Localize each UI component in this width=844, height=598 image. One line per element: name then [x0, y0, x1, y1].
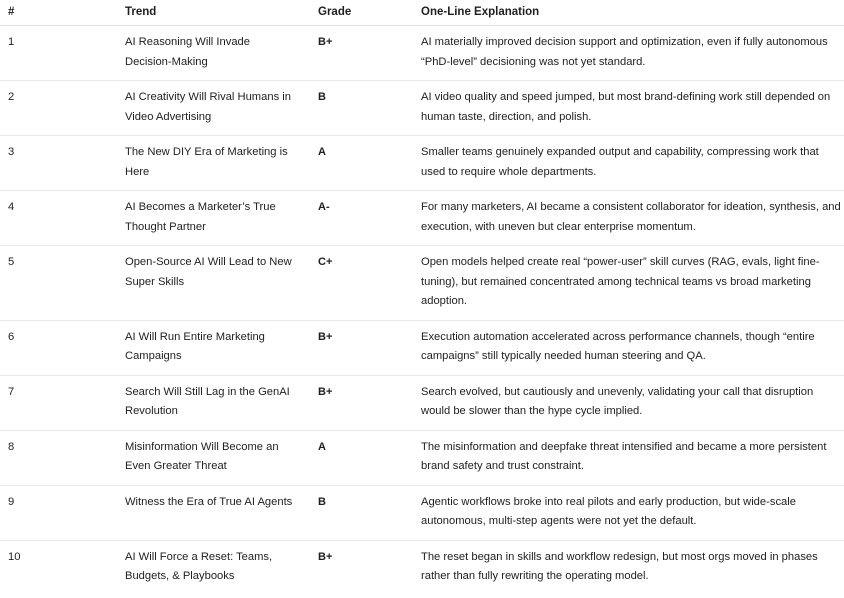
row-number: 2: [0, 81, 117, 136]
row-explanation: The reset began in skills and workflow redesign, but most orgs moved in phases rather than fully rewriting the operating model.: [421, 550, 818, 582]
table-row: [0, 485, 844, 540]
row-trend: AI Will Force a Reset: Teams, Budgets, & Playbooks: [125, 550, 273, 582]
row-explanation: The misinformation and deepfake threat intensified and became a more persistent brand safety and trust constraint.: [413, 430, 844, 485]
row-explanation: Smaller teams genuinely expanded output and capability, compressing work that used to require whole departments.: [413, 136, 844, 191]
header-row: [0, 0, 844, 26]
row-trend: Witness the Era of True AI Agents: [117, 485, 310, 540]
row-grade: B+: [318, 550, 333, 563]
table-row: [0, 191, 844, 246]
table-row: [0, 540, 844, 595]
row-grade: B: [310, 81, 413, 136]
row-trend: AI Becomes a Marketer’s True Thought Partner: [117, 191, 310, 246]
row-grade: A-: [310, 191, 413, 246]
row-grade: B+: [310, 320, 413, 375]
table-row: [0, 320, 844, 375]
row-explanation: Agentic workflows broke into real pilots and early production, but wide-scale autonomous, multi-step agents were not yet the default.: [413, 485, 844, 540]
row-trend: Misinformation Will Become an Even Greater Threat: [117, 430, 310, 485]
row-trend: Open-Source AI Will Lead to New Super Skills: [117, 246, 310, 321]
row-number: 9: [0, 485, 117, 540]
row-number: 8: [0, 430, 117, 485]
table-row: [0, 375, 844, 430]
row-number: 6: [0, 320, 117, 375]
row-trend: AI Reasoning Will Invade Decision-Making: [117, 26, 310, 81]
row-explanation: For many marketers, AI became a consistent collaborator for ideation, synthesis, and execution, with uneven but clear enterprise momentum.: [413, 191, 844, 246]
row-explanation: AI video quality and speed jumped, but most brand-defining work still depended on human taste, direction, and polish.: [413, 81, 844, 136]
row-grade: C+: [310, 246, 413, 321]
row-trend: The New DIY Era of Marketing is Here: [117, 136, 310, 191]
row-explanation: Execution automation accelerated across performance channels, though “entire campaigns” still typically needed human steering and QA.: [413, 320, 844, 375]
row-grade: A: [310, 136, 413, 191]
row-number: 7: [0, 375, 117, 430]
row-grade: A: [310, 430, 413, 485]
header-number: #: [0, 0, 117, 26]
row-number: 1: [0, 26, 117, 81]
header-trend: Trend: [117, 0, 310, 26]
header-grade: Grade: [310, 0, 413, 26]
table-row: [0, 136, 844, 191]
row-number: 10: [8, 550, 21, 563]
row-grade: B+: [310, 26, 413, 81]
row-number: 4: [0, 191, 117, 246]
row-trend: AI Will Run Entire Marketing Campaigns: [117, 320, 310, 375]
table-row: [0, 430, 844, 485]
table-row: [0, 81, 844, 136]
row-grade: B+: [310, 375, 413, 430]
header-explanation: One-Line Explanation: [413, 0, 844, 26]
row-explanation: AI materially improved decision support and optimization, even if fully autonomous “PhD-level” decisioning was not yet standard.: [413, 26, 844, 81]
row-explanation: Open models helped create real “power-user” skill curves (RAG, evals, light fine-tuning), but remained concentrated among technical teams vs broad marketing adoption.: [413, 246, 844, 321]
row-trend: AI Creativity Will Rival Humans in Video Advertising: [117, 81, 310, 136]
row-grade: B: [310, 485, 413, 540]
row-explanation: Search evolved, but cautiously and unevenly, validating your call that disruption would be slower than the hype cycle implied.: [413, 375, 844, 430]
row-trend: Search Will Still Lag in the GenAI Revolution: [117, 375, 310, 430]
row-number: 3: [0, 136, 117, 191]
table-row: [0, 246, 844, 321]
row-number: 5: [0, 246, 117, 321]
table-row: [0, 26, 844, 81]
